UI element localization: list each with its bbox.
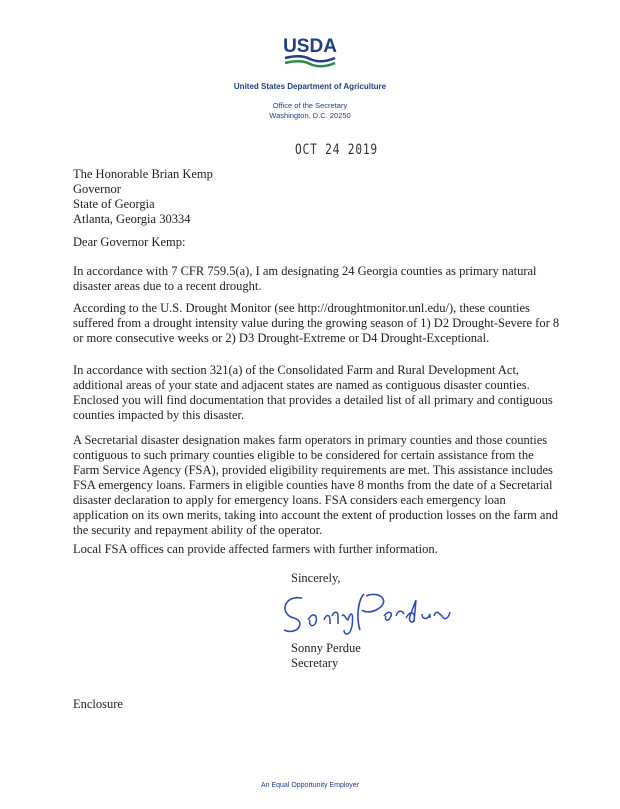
recipient-name: The Honorable Brian Kemp [73, 167, 213, 181]
paragraph-2: According to the U.S. Drought Monitor (see http://droughtmonitor.unl.edu/), these counties suffered from a drought intensity value during the growing season of 1) D2 Drought-Severe for 8 or more consecutive weeks or 2) D3 Drought-Extreme or D4 Drought-Exceptional. [73, 301, 560, 345]
recipient-title: Governor [73, 182, 121, 196]
office-line-2: Washington, D.C. 20250 [269, 111, 351, 120]
signer-block [291, 641, 361, 671]
signer-title: Secretary [291, 656, 339, 670]
recipient-city: Atlanta, Georgia 30334 [73, 212, 191, 226]
closing: Sincerely, [291, 571, 341, 585]
paragraph-1: In accordance with 7 CFR 759.5(a), I am designating 24 Georgia counties as primary natural disaster areas due to a recent drought. [73, 264, 537, 293]
recipient-address [73, 167, 213, 227]
paragraph-3: In accordance with section 321(a) of the Consolidated Farm and Rural Development Act, additional areas of your state and adjacent states are named as contiguous disaster counties. Enclosed you will find documentation that provides a detailed list of all primary and contiguous counties impacted by this disaster. [73, 363, 553, 422]
office-address [0, 101, 620, 121]
paragraph-4: A Secretarial disaster designation makes farm operators in primary counties and those counties contiguous to such primary counties eligible to be considered for certain assistance from the Farm Service Agency (FSA), provided eligibility requirements are met. This assistance includes FSA emergency loans. Farmers in eligible counties have 8 months from the date of a Secretarial disaster declaration to apply for emergency loans. FSA considers each emergency loan application on its own merits, taking into account the extent of production losses on the farm and the security and repayment ability of the operator. [73, 433, 558, 537]
usda-logo-text: USDA [283, 36, 337, 57]
letter-date: OCT 24 2019 [295, 142, 378, 158]
usda-logo [281, 32, 339, 72]
paragraph-5: Local FSA offices can provide affected farmers with further information. [73, 542, 438, 556]
enclosure-note: Enclosure [73, 697, 123, 711]
department-name: United States Department of Agriculture [233, 82, 387, 91]
office-line-1: Office of the Secretary [272, 101, 348, 110]
recipient-organization: State of Georgia [73, 197, 155, 211]
salutation: Dear Governor Kemp: [73, 235, 186, 249]
signature [272, 580, 492, 640]
signer-name: Sonny Perdue [291, 641, 361, 655]
footer-text: An Equal Opportunity Employer [260, 782, 360, 789]
